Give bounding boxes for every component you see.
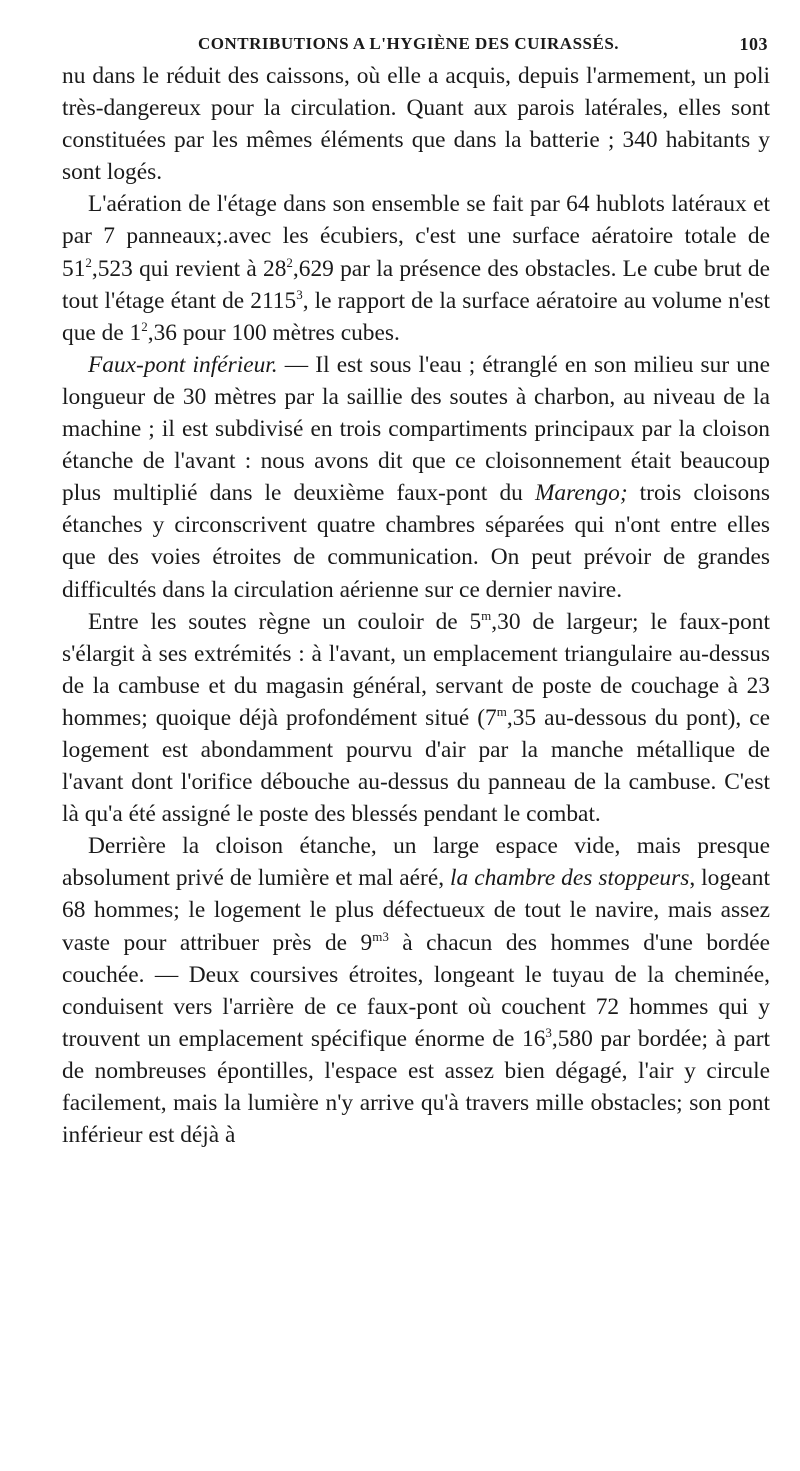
paragraph-text: ,35 au-dessous du pont), ce logement est abondamment pourvu d'air par la manche métallique de l'avant dont l'orifice débouche au-dessus du panneau de la cambuse. C'est là qu'a été assigné le poste des blessés pendant le combat. xyxy=(62,704,770,828)
paragraph-text: nu dans le réduit des caissons, où elle a acquis, depuis l'armement, un poli très-dangereux pour la circulation. Quant aux parois latérales, elles sont constituées par les mêmes éléments que dans la batterie ; 340 habitants y sont logés. xyxy=(62,63,770,186)
paragraph-text: ,36 pour 100 mètres cubes. xyxy=(147,319,400,346)
paragraph-text: ,580 par bordée; à part de nombreuses épontilles, l'espace est assez bien dégagé, l'air y circule facilement, mais la lumière n'y arrive qu'à travers mille obstacles; son pont inférieur est déjà à xyxy=(62,1025,770,1149)
running-title: CONTRIBUTIONS A L'HYGIÈNE DES CUIRASSÉS. xyxy=(198,34,620,53)
paragraph-4 xyxy=(62,606,770,831)
paragraph-text: trois cloisons étanches y circonscrivent quatre chambres séparées qui n'ont entre elles que des voies étroites de communication. On peut prévoir de grandes difficultés dans la circulation aérienne sur ce dernier navire. xyxy=(62,480,770,603)
section-title: Faux-pont inférieur. xyxy=(88,351,278,378)
paragraph-text: Derrière la cloison étanche, un large espace vide, mais presque absolument privé de lumière et mal aéré, xyxy=(62,833,770,892)
superscript: m3 xyxy=(372,928,389,944)
body-text xyxy=(62,60,770,1151)
paragraph-1 xyxy=(62,60,770,188)
paragraph-text: , le rapport de la surface aératoire au volume n'est que de 1 xyxy=(62,287,771,346)
superscript: m xyxy=(481,607,492,623)
superscript: 2 xyxy=(286,254,293,270)
paragraph-text: à chacun des hommes d'une bordée couchée. — Deux coursives étroites, longeant le tuyau de la cheminée, conduisent vers l'arrière de ce faux-pont où couchent 72 hommes qui y trouvent un emplacement spécifique énorme de 16 xyxy=(62,929,770,1052)
superscript: 3 xyxy=(296,286,303,302)
page-header xyxy=(62,30,770,60)
paragraph-3 xyxy=(62,349,770,606)
paragraph-text: , logeant 68 hommes; le logement le plus défectueux de tout le navire, mais assez vaste pour attribuer près de 9 xyxy=(62,865,771,956)
paragraph-text: — Il est sous l'eau ; étranglé en son milieu sur une longueur de 30 mètres par la saillie des soutes à charbon, au niveau de la machine ; il est subdivisé en trois compartiments principaux par la cloison étanche de l'avant : nous avons dit que ce cloisonnement était beaucoup plus multiplié dans le deuxième faux-pont du xyxy=(62,351,770,507)
paragraph-text: L'aération de l'étage dans son ensemble se fait par 64 hublots latéraux et par 7 panneaux;.avec les écubiers, c'est une surface aératoire totale de 51 xyxy=(62,191,770,282)
page-number: 103 xyxy=(739,34,768,54)
superscript: m xyxy=(496,704,507,720)
paragraph-2 xyxy=(62,188,770,348)
superscript: 2 xyxy=(85,254,92,270)
paragraph-text: Entre les soutes règne un couloir de 5 xyxy=(88,608,482,635)
superscript: 3 xyxy=(545,1025,552,1041)
document-page xyxy=(62,30,770,1151)
room-name: la chambre des stoppeurs xyxy=(450,865,690,892)
ship-name: Marengo; xyxy=(534,480,628,507)
paragraph-text: ,30 de largeur; le faux-pont s'élargit à ses extrémités : à l'avant, un emplacement triangulaire au-dessus de la cambuse et du magasin général, servant de poste de couchage à 23 hommes; quoique déjà profondément situé (7 xyxy=(62,608,770,731)
paragraph-text: ,629 par la présence des obstacles. Le cube brut de tout l'étage étant de 2115 xyxy=(62,255,770,314)
superscript: 2 xyxy=(141,318,148,334)
paragraph-text: ,523 qui revient à 28 xyxy=(91,255,287,282)
paragraph-5 xyxy=(62,830,770,1151)
